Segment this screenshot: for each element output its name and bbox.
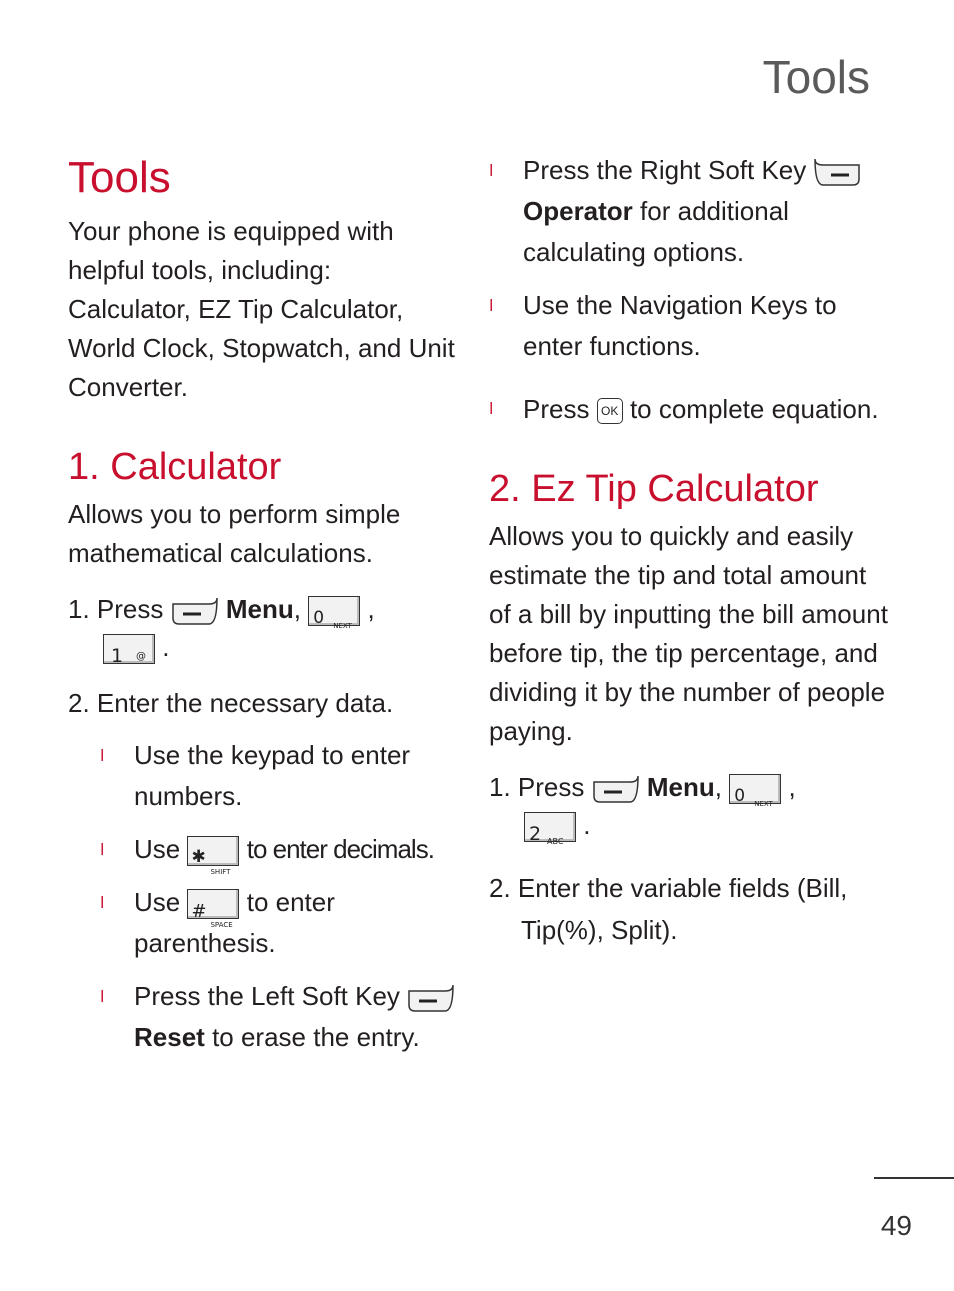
operator-label: Operator [523, 196, 633, 226]
bullet-keypad-text: Use the keypad to enter numbers. [134, 740, 411, 811]
calculator-heading: 1. Calculator [68, 446, 282, 488]
bullet-keypad [100, 735, 458, 817]
intro-paragraph: Your phone is equipped with helpful tools, including: Calculator, EZ Tip Calculator, World Clock, Stopwatch, and Unit Converter. [68, 216, 455, 402]
bullet-ok [489, 385, 889, 433]
bullet-operator [489, 150, 889, 273]
two-key-label: 2 [529, 823, 542, 846]
abc-key-label: ABC [547, 837, 564, 847]
calc-bullets [68, 735, 458, 1058]
ok-key-icon: OK [597, 398, 623, 424]
hash-space-key-icon [187, 889, 239, 930]
right-soft-key-icon [813, 157, 861, 187]
tip-step-2: 2. Enter the variable fields (Bill, Tip(%), Split). [489, 873, 848, 945]
zero-key-label: 0 [313, 608, 325, 629]
comma: , [293, 594, 301, 624]
comma: , [714, 772, 722, 802]
one-key-icon [103, 634, 155, 668]
use-label: Use [134, 834, 181, 864]
left-soft-key-icon [407, 983, 455, 1013]
left-soft-key-icon [592, 774, 640, 804]
menu-label: Menu [225, 594, 294, 624]
bullet-decimals [100, 829, 458, 877]
hash-key-label: # [191, 901, 207, 923]
period: . [162, 632, 170, 662]
navigation-text: Use the Navigation Keys to enter functions. [523, 290, 837, 361]
page-title: Tools [68, 153, 171, 202]
bullet-reset [100, 976, 458, 1058]
bullet-marker: l [100, 840, 105, 859]
calc-step-1 [68, 589, 458, 667]
reset-pre-text: Press the Left Soft Key [134, 981, 400, 1011]
tip-step-1-prefix: 1. Press [489, 772, 585, 802]
bullet-marker: l [489, 296, 494, 315]
space-key-label: SPACE [210, 921, 233, 930]
page-number: 49 [880, 1210, 912, 1241]
at-key-label: @ [136, 651, 146, 663]
ez-tip-heading: 2. Ez Tip Calculator [489, 468, 819, 510]
bullet-marker: l [489, 161, 494, 180]
zero-key-label: 0 [734, 786, 746, 807]
star-key-label: ✱ [191, 847, 206, 868]
next-key-label: NEXT [754, 800, 773, 809]
ok-post-text: to complete equation. [629, 394, 879, 424]
reset-post-text: to erase the entry. [212, 1022, 420, 1052]
left-soft-key-icon [171, 596, 219, 626]
next-key-label: NEXT [333, 622, 352, 631]
ez-tip-description: Allows you to quickly and easily estimate the tip and total amount of a bill by inputting the bill amount before tip, the tip percentage, and dividing it by the number of people paying. [489, 521, 888, 746]
two-abc-key-icon [524, 812, 576, 847]
zero-next-key-icon [729, 774, 781, 809]
operator-pre-text: Press the Right Soft Key [523, 155, 807, 185]
bullet-marker: l [100, 987, 105, 1006]
press-label: Press [523, 394, 590, 424]
calc-step-2: 2. Enter the necessary data. [68, 688, 394, 718]
shift-key-label: SHIFT [210, 868, 231, 877]
tip-step-1 [489, 767, 889, 845]
bullet-navigation [489, 285, 889, 367]
bullet-parenthesis [100, 882, 458, 964]
comma: , [788, 772, 796, 802]
calculator-description: Allows you to perform simple mathematical calculations. [68, 499, 401, 568]
calc-step-1-prefix: 1. Press [68, 594, 164, 624]
running-header: Tools [762, 51, 870, 103]
bullet-marker: l [100, 746, 105, 765]
left-column [68, 150, 458, 1058]
use-label: Use [134, 887, 181, 917]
decimals-text: to enter decimals. [246, 834, 434, 864]
bullet-marker: l [100, 893, 105, 912]
bullet-marker: l [489, 399, 494, 418]
reset-label: Reset [134, 1022, 205, 1052]
operator-post-text: for additional calculating options. [523, 196, 789, 267]
right-column [489, 150, 889, 951]
parenthesis-text: to enter parenthesis. [134, 887, 335, 958]
footer-rule [874, 1177, 954, 1179]
menu-label: Menu [646, 772, 715, 802]
zero-next-key-icon [308, 596, 360, 631]
one-key-label: 1 [111, 645, 124, 668]
comma: , [367, 594, 375, 624]
star-shift-key-icon [187, 836, 239, 877]
period: . [583, 810, 591, 840]
